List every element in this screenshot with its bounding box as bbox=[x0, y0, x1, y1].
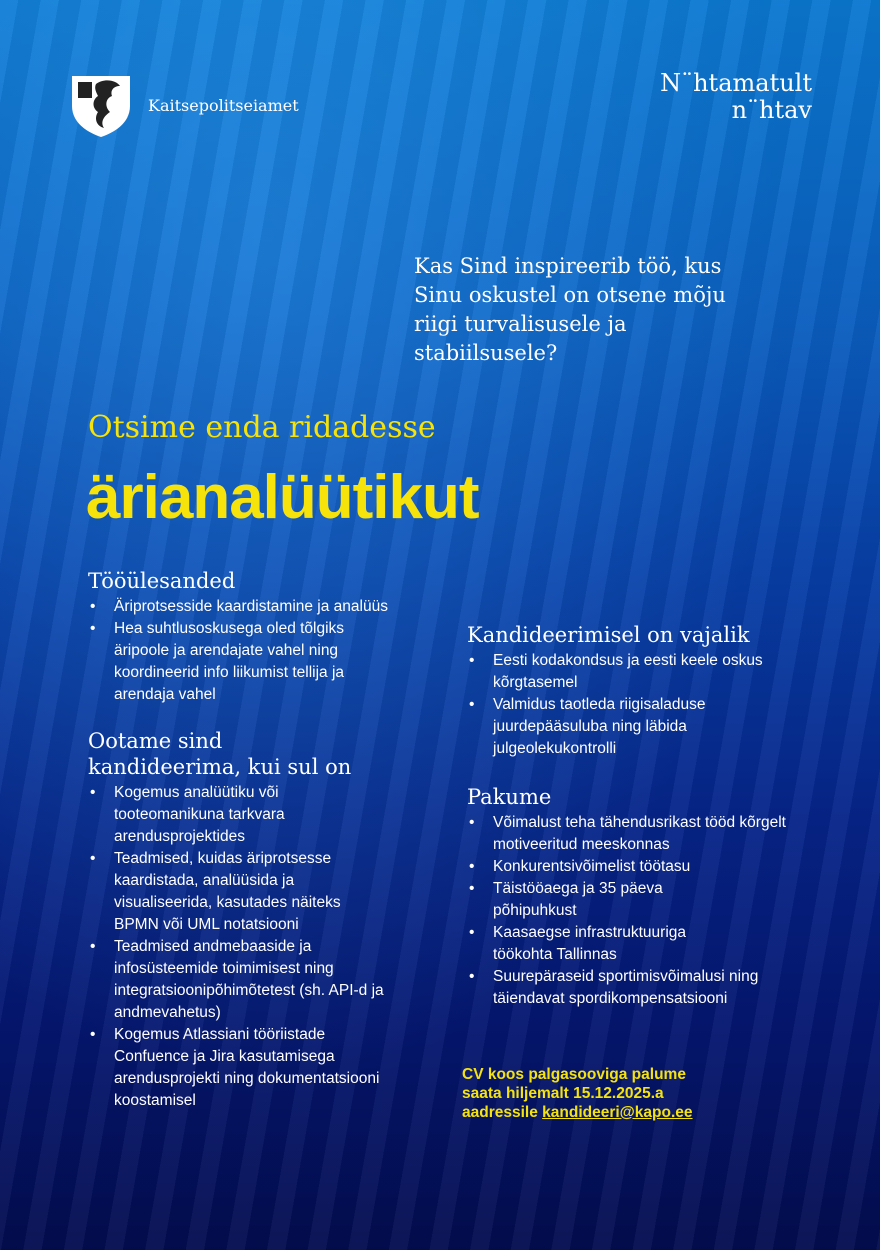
offer-section bbox=[467, 784, 797, 1010]
section-heading: Tööülesanded bbox=[88, 569, 236, 593]
cv-line-2: saata hiljemalt 15.12.2025.a bbox=[462, 1085, 664, 1102]
cv-line-3 bbox=[462, 1103, 693, 1122]
kapo-crest-logo bbox=[70, 72, 132, 138]
slogan-line-2: n¨htav bbox=[731, 96, 812, 124]
list-item: • Teadmised, kuidas äriprotsesse kaardistada, analüüsida ja visualiseerida, kasutades näiteks BPMN või UML notatsiooni bbox=[88, 848, 388, 936]
list-item: • Hea suhtlusoskusega oled tõlgiks äripoole ja arendajate vahel ning koordineerid info liikumist tellija ja arendaja vahel bbox=[88, 618, 388, 706]
list-item: • Kogemus analüütiku või tooteomanikuna tarkvara arendusprojektides bbox=[88, 782, 388, 848]
list-item: • Kogemus Atlassiani tööriistade Confuence ja Jira kasutamisega arendusprojekti ning dokumentatsiooni koostamisel bbox=[88, 1024, 388, 1112]
list-item: • Täistööaega ja 35 päeva põhipuhkust bbox=[467, 878, 717, 922]
list-item: • Valmidus taotleda riigisaladuse juurdepääsuluba ning läbida julgeolekukontrolli bbox=[467, 694, 767, 760]
lead-heading: Otsime enda ridadesse bbox=[88, 410, 436, 445]
right-column bbox=[467, 622, 797, 1024]
slogan bbox=[660, 70, 812, 124]
list-item: • Äriprotsesside kaardistamine ja analüüs bbox=[88, 596, 388, 618]
application-info bbox=[462, 1065, 693, 1122]
slogan-line-1: N¨htamatult bbox=[660, 69, 812, 97]
list-item: • Konkurentsivõimelist töötasu bbox=[467, 856, 787, 878]
required-section bbox=[467, 622, 797, 760]
section-heading: Kandideerimisel on vajalik bbox=[467, 623, 750, 647]
intro-question: Kas Sind inspireerib töö, kus Sinu oskustel on otsene mõju riigi turvalisusele ja stabiilsusele? bbox=[414, 254, 726, 365]
list-item: • Kaasaegse infrastruktuuriga töökohta Tallinnas bbox=[467, 922, 737, 966]
brand-name: Kaitsepolitseiamet bbox=[148, 96, 299, 115]
cv-line-1: CV koos palgasooviga palume bbox=[462, 1066, 686, 1083]
list-item: • Suurepäraseid sportimisvõimalusi ning täiendavat spordikompensatsiooni bbox=[467, 966, 767, 1010]
list-item: • Eesti kodakondsus ja eesti keele oskus kõrgtasemel bbox=[467, 650, 767, 694]
cv-address-label: aadressile bbox=[462, 1104, 538, 1121]
email-link[interactable]: kandideeri@kapo.ee bbox=[542, 1104, 693, 1121]
tasks-section bbox=[88, 568, 388, 706]
expect-section bbox=[88, 728, 388, 1112]
section-heading: Pakume bbox=[467, 785, 552, 809]
section-heading: Ootame sind kandideerima, kui sul on bbox=[88, 729, 352, 779]
job-title: ärianalüütikut bbox=[86, 463, 479, 532]
list-item: • Võimalust teha tähendusrikast tööd kõrgelt motiveeritud meeskonnas bbox=[467, 812, 787, 856]
left-column bbox=[88, 568, 388, 1126]
list-item: • Teadmised andmebaaside ja infosüsteemide toimimisest ning integratsioonipõhimõtetest (sh. API-d ja andmevahetus) bbox=[88, 936, 388, 1024]
